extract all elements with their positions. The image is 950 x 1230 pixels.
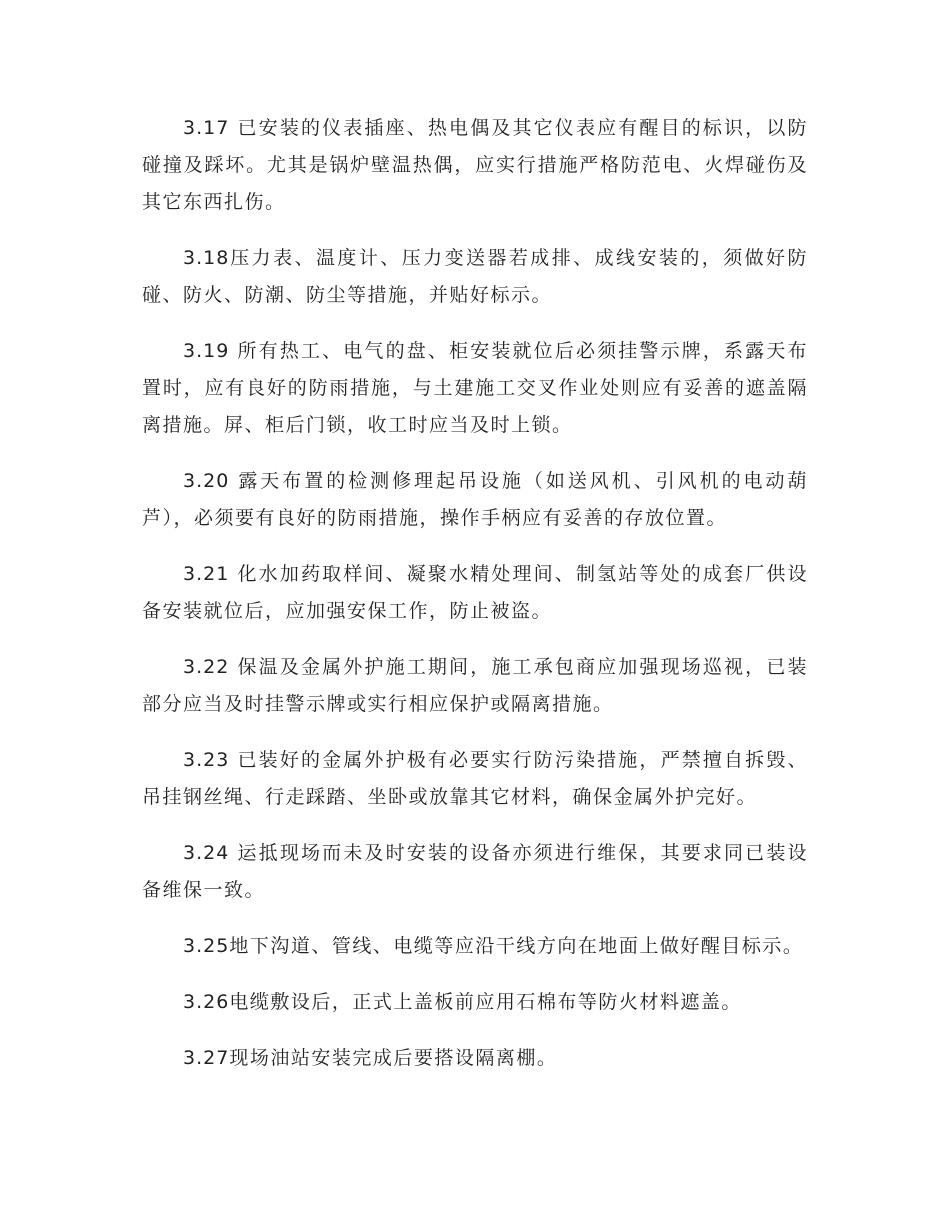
- paragraph-text: 已装好的金属外护极有必要实行防污染措施，严禁擅自拆毁、吊挂钢丝绳、行走踩踏、坐卧或放靠其它材料，确保金属外护完好。: [142, 749, 808, 808]
- paragraph-3-26: [142, 984, 808, 1021]
- paragraph-text: 地下沟道、管线、电缆等应沿干线方向在地面上做好醒目标示。: [229, 935, 804, 957]
- paragraph-number: 3.26: [183, 991, 230, 1013]
- paragraph-number: 3.18: [183, 247, 230, 269]
- paragraph-3-27: [142, 1040, 808, 1077]
- paragraph-text: 所有热工、电气的盘、柜安装就位后必须挂警示牌，系露天布置时，应有良好的防雨措施，与土建施工交叉作业处则应有妥善的遮盖隔离措施。屏、柜后门锁，收工时应当及时上锁。: [142, 340, 808, 436]
- paragraph-text: 露天布置的检测修理起吊设施（如送风机、引风机的电动葫芦），必须要有良好的防雨措施，操作手柄应有妥善的存放位置。: [142, 470, 808, 529]
- paragraph-3-19: [142, 333, 808, 444]
- paragraph-3-24: [142, 835, 808, 909]
- paragraph-text: 化水加药取样间、凝聚水精处理间、制氢站等处的成套厂供设备安装就位后，应加强安保工作，防止被盗。: [142, 563, 808, 622]
- paragraph-3-25: [142, 928, 808, 965]
- paragraph-3-17: [142, 110, 808, 221]
- paragraph-3-23: [142, 742, 808, 816]
- paragraph-3-18: [142, 240, 808, 314]
- paragraph-number: 3.21: [183, 563, 230, 585]
- paragraph-number: 3.23: [183, 749, 230, 771]
- paragraph-3-22: [142, 649, 808, 723]
- paragraph-3-20: [142, 463, 808, 537]
- paragraph-number: 3.22: [183, 656, 230, 678]
- paragraph-text: 运抵现场而未及时安装的设备亦须进行维保，其要求同已装设备维保一致。: [142, 842, 808, 901]
- paragraph-text: 压力表、温度计、压力变送器若成排、成线安装的，须做好防碰、防火、防潮、防尘等措施，并贴好标示。: [142, 247, 808, 306]
- paragraph-text: 保温及金属外护施工期间，施工承包商应加强现场巡视，已装部分应当及时挂警示牌或实行相应保护或隔离措施。: [142, 656, 808, 715]
- paragraph-number: 3.20: [183, 470, 230, 492]
- document-body: [142, 110, 808, 1096]
- paragraph-number: 3.25: [183, 935, 230, 957]
- paragraph-number: 3.17: [183, 117, 230, 139]
- paragraph-number: 3.24: [183, 842, 230, 864]
- paragraph-number: 3.27: [183, 1047, 230, 1069]
- paragraph-text: 现场油站安装完成后要搭设隔离棚。: [229, 1047, 558, 1069]
- paragraph-3-21: [142, 556, 808, 630]
- paragraph-text: 电缆敷设后，正式上盖板前应用石棉布等防火材料遮盖。: [229, 991, 742, 1013]
- paragraph-text: 已安装的仪表插座、热电偶及其它仪表应有醒目的标识，以防碰撞及踩坏。尤其是锅炉壁温热偶，应实行措施严格防范电、火焊碰伤及其它东西扎伤。: [142, 117, 808, 213]
- paragraph-number: 3.19: [183, 340, 230, 362]
